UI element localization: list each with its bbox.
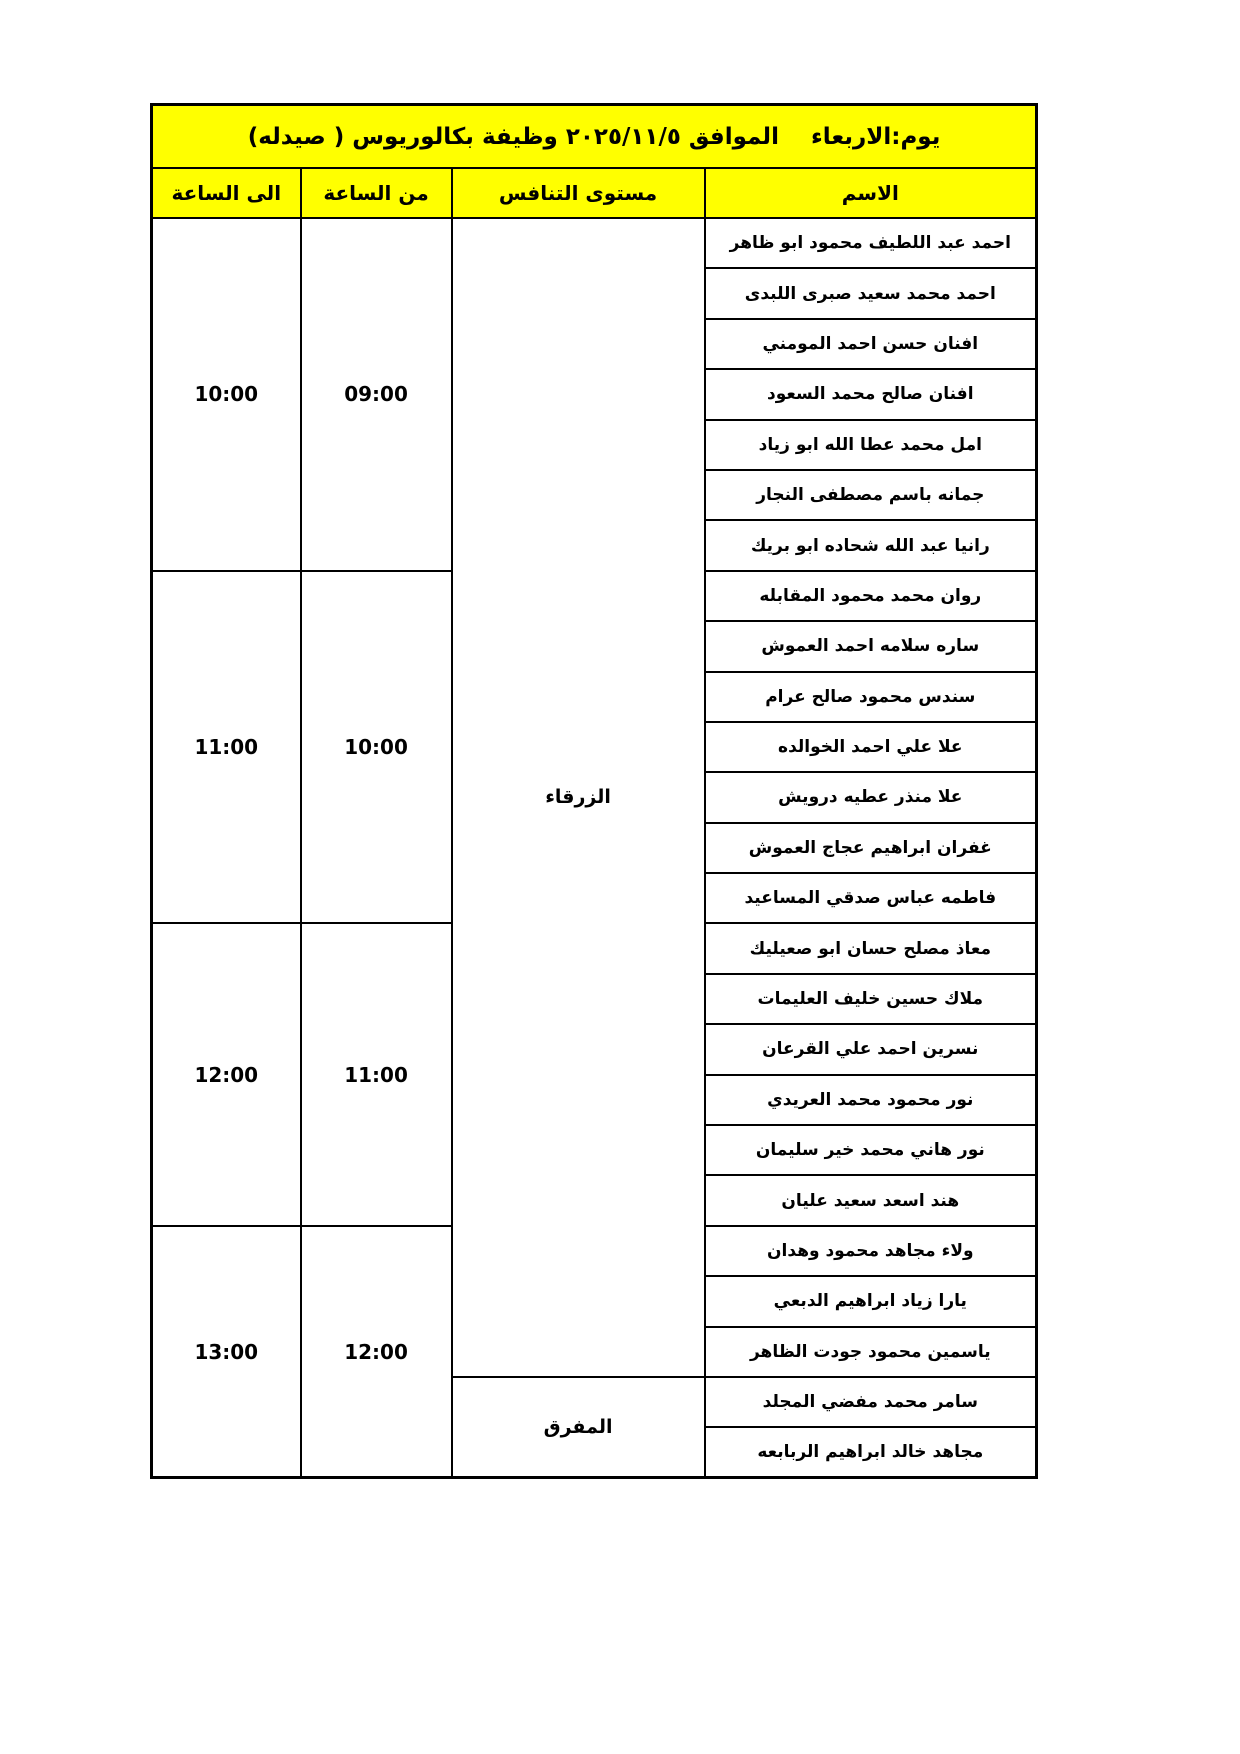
name-cell: مجاهد خالد ابراهيم الربابعه: [705, 1427, 1037, 1477]
name-cell: ياسمين محمود جودت الظاهر: [705, 1327, 1037, 1377]
name-cell: هند اسعد سعيد عليان: [705, 1175, 1037, 1225]
name-cell: يارا زياد ابراهيم الدبعي: [705, 1276, 1037, 1326]
name-cell: نور هاني محمد خير سليمان: [705, 1125, 1037, 1175]
name-cell: ملاك حسين خليف العليمات: [705, 974, 1037, 1024]
name-cell: نسرين احمد علي القرعان: [705, 1024, 1037, 1074]
name-cell: افنان صالح محمد السعود: [705, 369, 1037, 419]
name-cell: سامر محمد مفضي المجلد: [705, 1377, 1037, 1427]
to-time-cell: 12:00: [152, 923, 301, 1225]
name-cell: امل محمد عطا الله ابو زياد: [705, 420, 1037, 470]
name-cell: رانيا عبد الله شحاده ابو بريك: [705, 520, 1037, 570]
name-cell: نور محمود محمد العريدي: [705, 1075, 1037, 1125]
name-cell: ولاء مجاهد محمود وهدان: [705, 1226, 1037, 1276]
name-cell: علا منذر عطيه درويش: [705, 772, 1037, 822]
name-cell: غفران ابراهيم عجاج العموش: [705, 823, 1037, 873]
to-time-cell: 13:00: [152, 1226, 301, 1478]
header-row: [152, 168, 1037, 218]
schedule-table: [150, 103, 1038, 1479]
name-cell: معاذ مصلح حسان ابو صعيليك: [705, 923, 1037, 973]
name-cell: احمد عبد اللطيف محمود ابو ظاهر: [705, 218, 1037, 268]
name-cell: ساره سلامه احمد العموش: [705, 621, 1037, 671]
name-cell: فاطمه عباس صدقي المساعيد: [705, 873, 1037, 923]
level-cell: المفرق: [452, 1377, 705, 1478]
name-cell: روان محمد محمود المقابله: [705, 571, 1037, 621]
from-time-cell: 09:00: [301, 218, 452, 571]
name-cell: افنان حسن احمد المومني: [705, 319, 1037, 369]
title-row: [152, 105, 1037, 169]
name-cell: علا علي احمد الخوالده: [705, 722, 1037, 772]
to-time-cell: 11:00: [152, 571, 301, 924]
column-header-level: مستوى التنافس: [452, 168, 705, 218]
column-header-name: الاسم: [705, 168, 1037, 218]
column-header-from: من الساعة: [301, 168, 452, 218]
column-header-to: الى الساعة: [152, 168, 301, 218]
from-time-cell: 11:00: [301, 923, 452, 1225]
from-time-cell: 10:00: [301, 571, 452, 924]
name-cell: احمد محمد سعيد صبرى اللبدى: [705, 268, 1037, 318]
name-cell: جمانه باسم مصطفى النجار: [705, 470, 1037, 520]
from-time-cell: 12:00: [301, 1226, 452, 1478]
name-cell: سندس محمود صالح عرام: [705, 672, 1037, 722]
level-cell: الزرقاء: [452, 218, 705, 1377]
table-row: [152, 218, 1037, 268]
to-time-cell: 10:00: [152, 218, 301, 571]
schedule-title: يوم:الاربعاء الموافق ٢٠٢٥/١١/٥ وظيفة بكالوريوس ( صيدله): [152, 105, 1037, 169]
